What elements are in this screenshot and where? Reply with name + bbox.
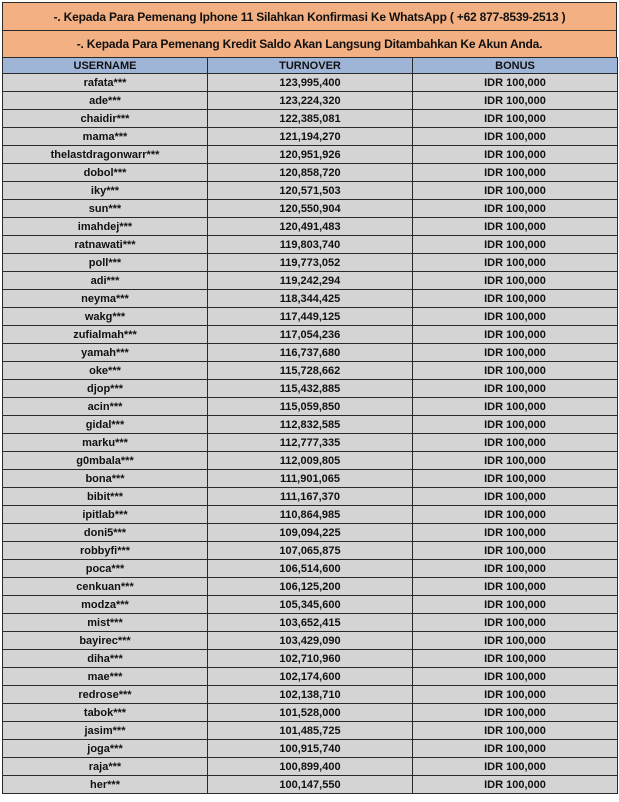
username-cell: dobol*** <box>3 164 208 182</box>
bonus-cell: IDR 100,000 <box>413 542 618 560</box>
bonus-cell: IDR 100,000 <box>413 416 618 434</box>
username-cell: ratnawati*** <box>3 236 208 254</box>
table-row <box>3 290 618 308</box>
username-cell: bayirec*** <box>3 632 208 650</box>
turnover-cell: 119,803,740 <box>208 236 413 254</box>
turnover-cell: 102,138,710 <box>208 686 413 704</box>
table-row <box>3 164 618 182</box>
username-cell: ade*** <box>3 92 208 110</box>
table-row <box>3 146 618 164</box>
table-row <box>3 578 618 596</box>
table-row <box>3 686 618 704</box>
turnover-cell: 106,125,200 <box>208 578 413 596</box>
username-cell: gidal*** <box>3 416 208 434</box>
table-row <box>3 632 618 650</box>
username-cell: modza*** <box>3 596 208 614</box>
bonus-cell: IDR 100,000 <box>413 218 618 236</box>
username-cell: joga*** <box>3 740 208 758</box>
bonus-cell: IDR 100,000 <box>413 398 618 416</box>
username-cell: doni5*** <box>3 524 208 542</box>
table-row <box>3 776 618 794</box>
turnover-cell: 102,710,960 <box>208 650 413 668</box>
table-row <box>3 740 618 758</box>
table-row <box>3 488 618 506</box>
bonus-cell: IDR 100,000 <box>413 254 618 272</box>
winners-table <box>2 57 618 794</box>
turnover-cell: 123,224,320 <box>208 92 413 110</box>
username-cell: imahdej*** <box>3 218 208 236</box>
bonus-cell: IDR 100,000 <box>413 560 618 578</box>
bonus-cell: IDR 100,000 <box>413 380 618 398</box>
username-cell: marku*** <box>3 434 208 452</box>
bonus-cell: IDR 100,000 <box>413 362 618 380</box>
column-header-turnover: TURNOVER <box>208 58 413 74</box>
bonus-cell: IDR 100,000 <box>413 596 618 614</box>
turnover-cell: 122,385,081 <box>208 110 413 128</box>
bonus-cell: IDR 100,000 <box>413 650 618 668</box>
bonus-cell: IDR 100,000 <box>413 92 618 110</box>
table-row <box>3 74 618 92</box>
username-cell: cenkuan*** <box>3 578 208 596</box>
turnover-cell: 109,094,225 <box>208 524 413 542</box>
table-row <box>3 596 618 614</box>
table-row <box>3 470 618 488</box>
username-cell: tabok*** <box>3 704 208 722</box>
bonus-cell: IDR 100,000 <box>413 344 618 362</box>
bonus-cell: IDR 100,000 <box>413 506 618 524</box>
turnover-cell: 100,915,740 <box>208 740 413 758</box>
bonus-cell: IDR 100,000 <box>413 164 618 182</box>
table-row <box>3 110 618 128</box>
table-row <box>3 344 618 362</box>
username-cell: raja*** <box>3 758 208 776</box>
table-row <box>3 182 618 200</box>
bonus-cell: IDR 100,000 <box>413 452 618 470</box>
username-cell: redrose*** <box>3 686 208 704</box>
bonus-cell: IDR 100,000 <box>413 632 618 650</box>
turnover-cell: 103,429,090 <box>208 632 413 650</box>
table-body <box>3 74 618 794</box>
turnover-cell: 115,059,850 <box>208 398 413 416</box>
bonus-cell: IDR 100,000 <box>413 776 618 794</box>
turnover-cell: 117,449,125 <box>208 308 413 326</box>
username-cell: sun*** <box>3 200 208 218</box>
winners-announcement <box>0 2 619 794</box>
username-cell: acin*** <box>3 398 208 416</box>
table-row <box>3 308 618 326</box>
turnover-cell: 102,174,600 <box>208 668 413 686</box>
bonus-cell: IDR 100,000 <box>413 326 618 344</box>
username-cell: oke*** <box>3 362 208 380</box>
table-row <box>3 218 618 236</box>
table-row <box>3 200 618 218</box>
table-row <box>3 704 618 722</box>
turnover-cell: 121,194,270 <box>208 128 413 146</box>
username-cell: yamah*** <box>3 344 208 362</box>
bonus-cell: IDR 100,000 <box>413 614 618 632</box>
bonus-cell: IDR 100,000 <box>413 524 618 542</box>
turnover-cell: 115,728,662 <box>208 362 413 380</box>
turnover-cell: 117,054,236 <box>208 326 413 344</box>
turnover-cell: 105,345,600 <box>208 596 413 614</box>
bonus-cell: IDR 100,000 <box>413 686 618 704</box>
bonus-cell: IDR 100,000 <box>413 128 618 146</box>
turnover-cell: 120,858,720 <box>208 164 413 182</box>
table-row <box>3 614 618 632</box>
table-row <box>3 506 618 524</box>
bonus-cell: IDR 100,000 <box>413 182 618 200</box>
table-row <box>3 272 618 290</box>
turnover-cell: 112,832,585 <box>208 416 413 434</box>
turnover-cell: 119,773,052 <box>208 254 413 272</box>
username-cell: bibit*** <box>3 488 208 506</box>
username-cell: djop*** <box>3 380 208 398</box>
username-cell: poll*** <box>3 254 208 272</box>
table-row <box>3 434 618 452</box>
table-row <box>3 92 618 110</box>
username-cell: wakg*** <box>3 308 208 326</box>
turnover-cell: 119,242,294 <box>208 272 413 290</box>
column-header-username: USERNAME <box>3 58 208 74</box>
username-cell: jasim*** <box>3 722 208 740</box>
turnover-cell: 120,951,926 <box>208 146 413 164</box>
username-cell: diha*** <box>3 650 208 668</box>
username-cell: chaidir*** <box>3 110 208 128</box>
table-row <box>3 416 618 434</box>
table-row <box>3 758 618 776</box>
username-cell: adi*** <box>3 272 208 290</box>
turnover-cell: 100,899,400 <box>208 758 413 776</box>
bonus-cell: IDR 100,000 <box>413 488 618 506</box>
column-header-bonus: BONUS <box>413 58 618 74</box>
turnover-cell: 111,901,065 <box>208 470 413 488</box>
turnover-cell: 118,344,425 <box>208 290 413 308</box>
username-cell: g0mbala*** <box>3 452 208 470</box>
username-cell: mama*** <box>3 128 208 146</box>
bonus-cell: IDR 100,000 <box>413 758 618 776</box>
table-row <box>3 452 618 470</box>
table-row <box>3 542 618 560</box>
username-cell: iky*** <box>3 182 208 200</box>
turnover-cell: 107,065,875 <box>208 542 413 560</box>
table-row <box>3 236 618 254</box>
table-row <box>3 398 618 416</box>
turnover-cell: 120,491,483 <box>208 218 413 236</box>
table-row <box>3 362 618 380</box>
turnover-cell: 115,432,885 <box>208 380 413 398</box>
table-row <box>3 326 618 344</box>
bonus-cell: IDR 100,000 <box>413 308 618 326</box>
bonus-cell: IDR 100,000 <box>413 200 618 218</box>
turnover-cell: 110,864,985 <box>208 506 413 524</box>
table-row <box>3 380 618 398</box>
username-cell: zufialmah*** <box>3 326 208 344</box>
username-cell: rafata*** <box>3 74 208 92</box>
bonus-cell: IDR 100,000 <box>413 704 618 722</box>
table-row <box>3 668 618 686</box>
table-row <box>3 722 618 740</box>
bonus-cell: IDR 100,000 <box>413 110 618 128</box>
table-row <box>3 254 618 272</box>
bonus-cell: IDR 100,000 <box>413 74 618 92</box>
turnover-cell: 106,514,600 <box>208 560 413 578</box>
bonus-cell: IDR 100,000 <box>413 146 618 164</box>
table-row <box>3 560 618 578</box>
turnover-cell: 112,009,805 <box>208 452 413 470</box>
username-cell: her*** <box>3 776 208 794</box>
username-cell: ipitlab*** <box>3 506 208 524</box>
turnover-cell: 120,571,503 <box>208 182 413 200</box>
turnover-cell: 101,528,000 <box>208 704 413 722</box>
bonus-cell: IDR 100,000 <box>413 272 618 290</box>
turnover-cell: 100,147,550 <box>208 776 413 794</box>
username-cell: thelastdragonwarr*** <box>3 146 208 164</box>
turnover-cell: 103,652,415 <box>208 614 413 632</box>
table-row <box>3 128 618 146</box>
username-cell: neyma*** <box>3 290 208 308</box>
turnover-cell: 120,550,904 <box>208 200 413 218</box>
table-header-row <box>3 58 618 74</box>
bonus-cell: IDR 100,000 <box>413 668 618 686</box>
username-cell: mist*** <box>3 614 208 632</box>
turnover-cell: 112,777,335 <box>208 434 413 452</box>
turnover-cell: 116,737,680 <box>208 344 413 362</box>
bonus-cell: IDR 100,000 <box>413 578 618 596</box>
bonus-cell: IDR 100,000 <box>413 434 618 452</box>
turnover-cell: 101,485,725 <box>208 722 413 740</box>
username-cell: bona*** <box>3 470 208 488</box>
username-cell: poca*** <box>3 560 208 578</box>
bonus-cell: IDR 100,000 <box>413 470 618 488</box>
table-row <box>3 650 618 668</box>
whatsapp-confirmation-notice: -. Kepada Para Pemenang Iphone 11 Silahkan Konfirmasi Ke WhatsApp ( +62 877-8539-2513 ) <box>2 2 617 30</box>
bonus-cell: IDR 100,000 <box>413 290 618 308</box>
bonus-cell: IDR 100,000 <box>413 236 618 254</box>
username-cell: robbyfi*** <box>3 542 208 560</box>
turnover-cell: 111,167,370 <box>208 488 413 506</box>
username-cell: mae*** <box>3 668 208 686</box>
bonus-cell: IDR 100,000 <box>413 740 618 758</box>
turnover-cell: 123,995,400 <box>208 74 413 92</box>
credit-balance-notice: -. Kepada Para Pemenang Kredit Saldo Akan Langsung Ditambahkan Ke Akun Anda. <box>2 30 617 57</box>
bonus-cell: IDR 100,000 <box>413 722 618 740</box>
table-row <box>3 524 618 542</box>
